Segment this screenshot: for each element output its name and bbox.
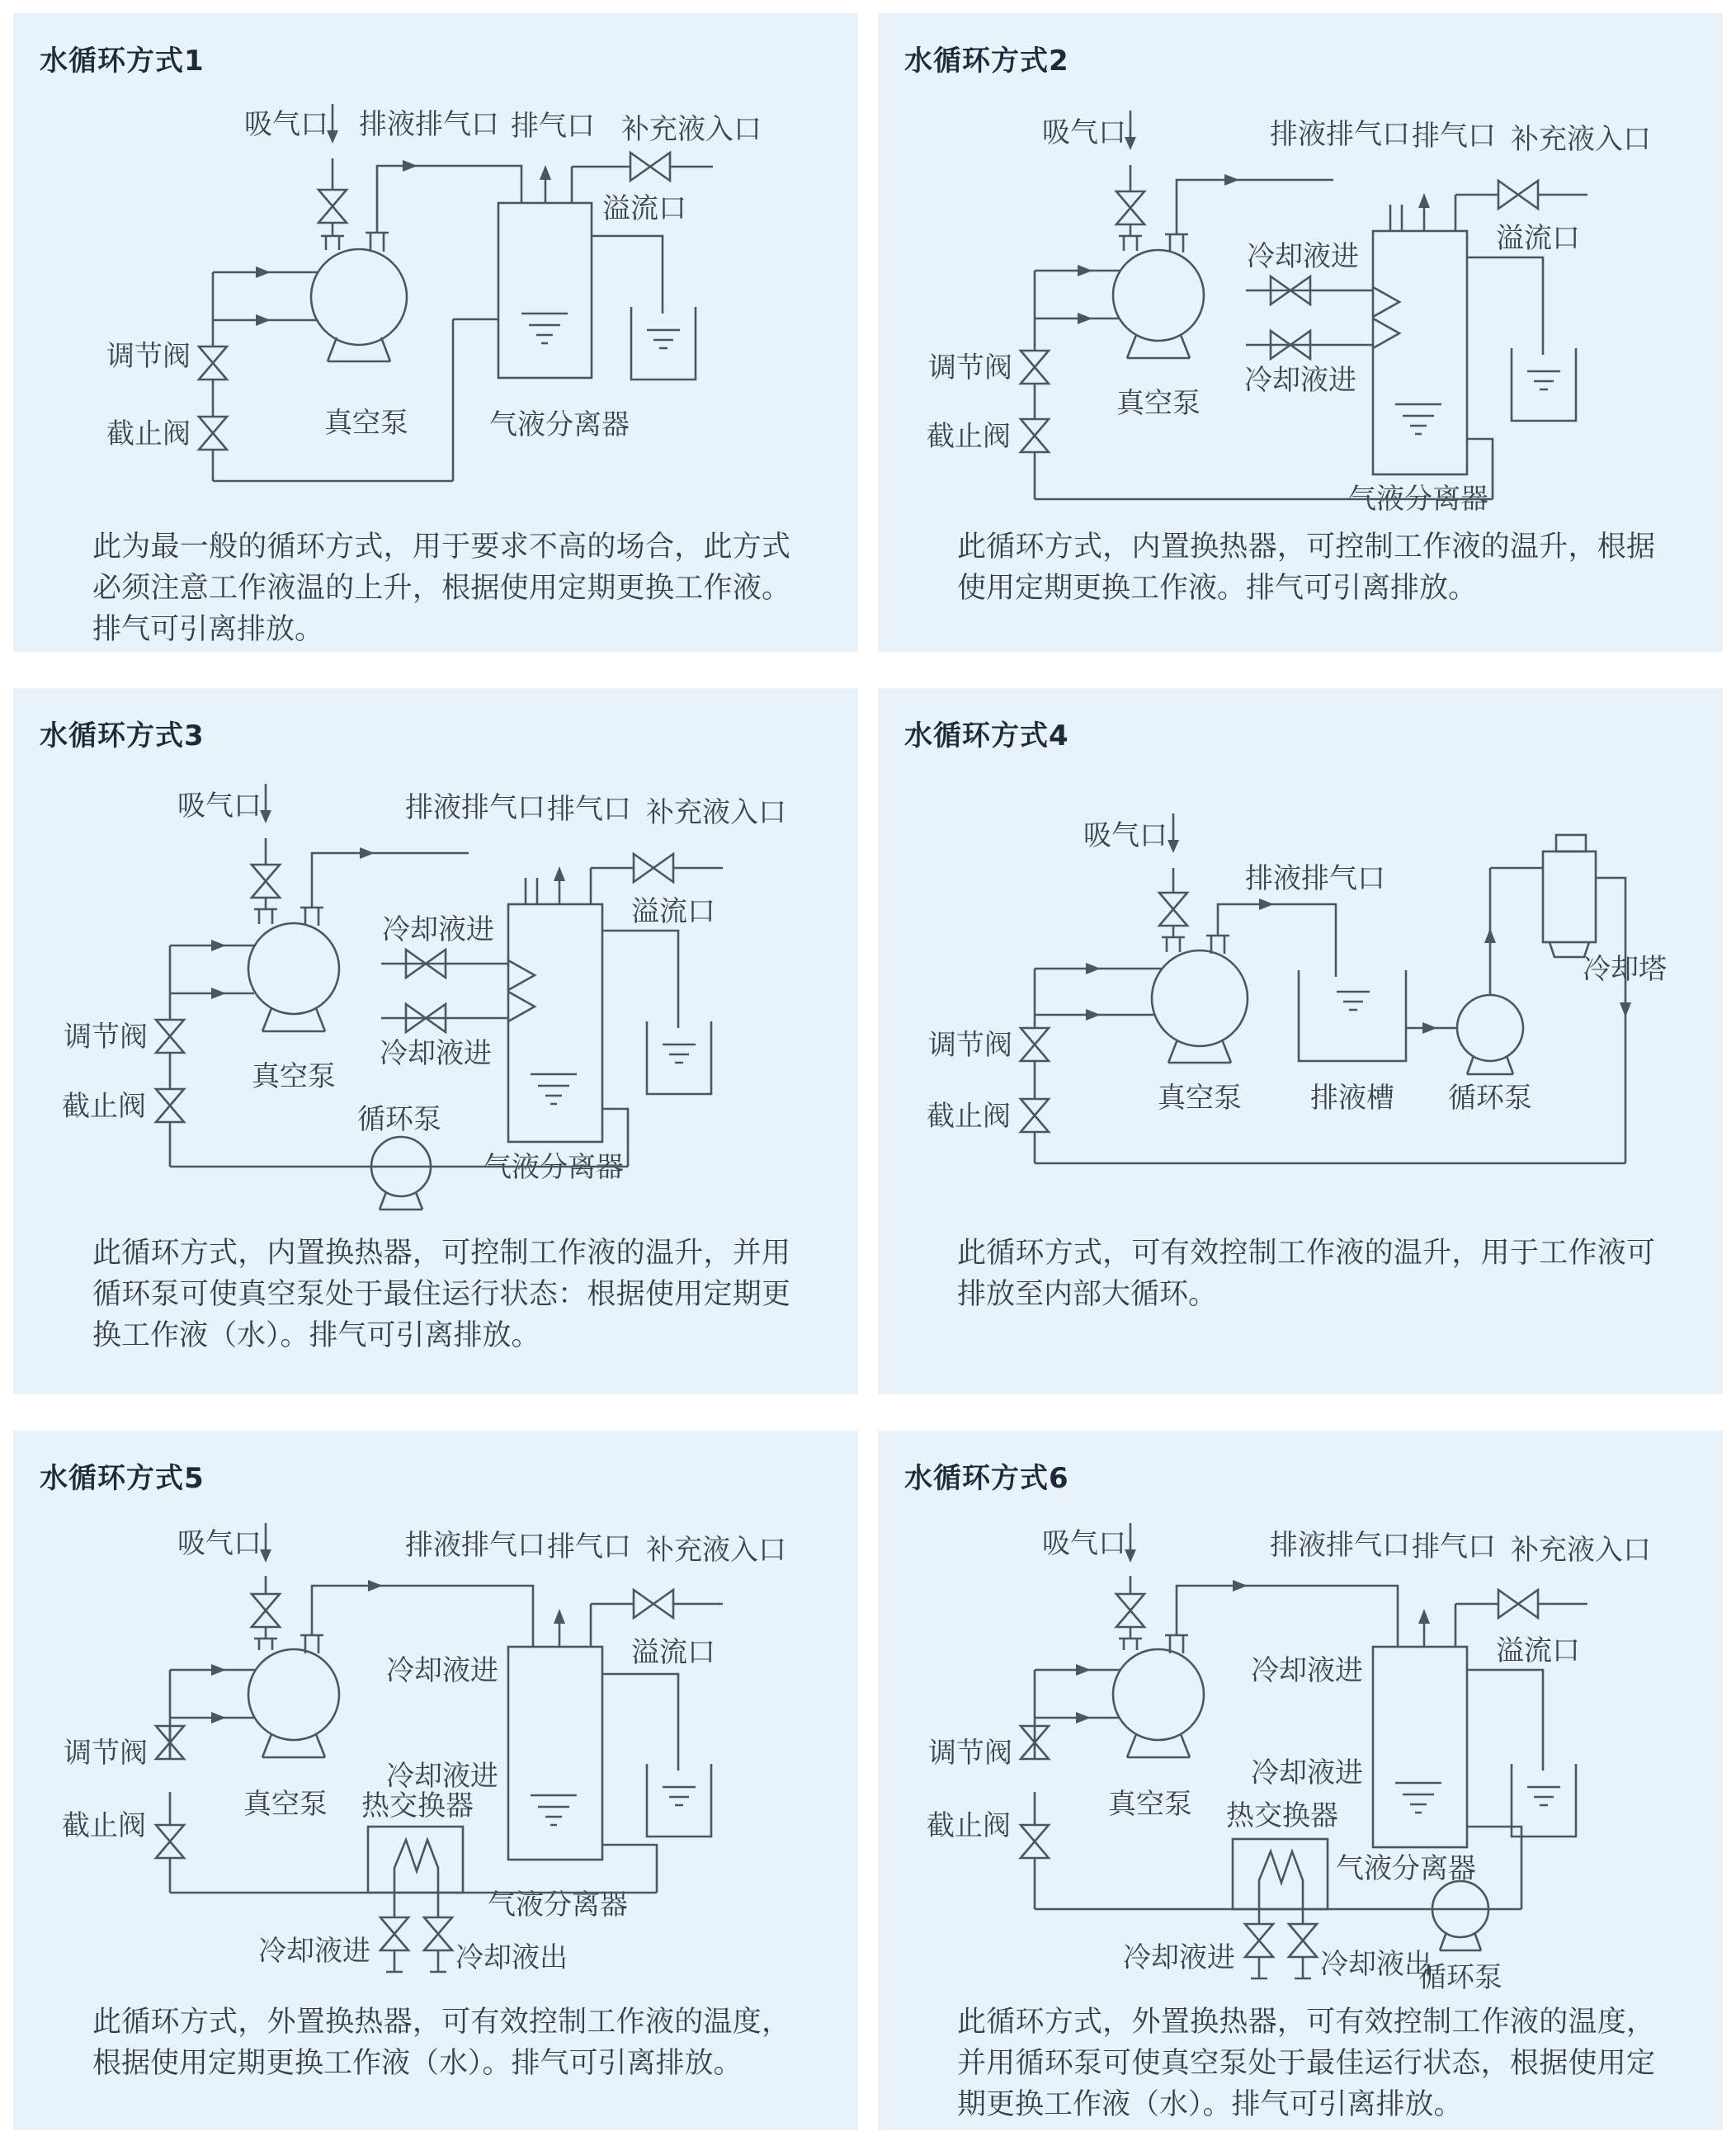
drain-exhaust-port-label: 排液排气口	[1270, 118, 1410, 151]
piping	[1021, 1576, 1587, 1909]
flow-arrow-icon	[1086, 1009, 1101, 1021]
coolant-in-upper-label: 冷却液进	[1251, 1654, 1363, 1687]
overflow-pipe	[602, 931, 678, 1028]
suction-flow-arrow-icon	[260, 784, 271, 823]
makeup-valve-symbol	[634, 854, 673, 882]
vacuum-pump-label: 真空泵	[324, 407, 408, 440]
suction-port-label: 吸气口	[244, 108, 328, 141]
suction-port-label: 吸气口	[177, 790, 262, 823]
separator-label: 气液分离器	[1336, 1852, 1476, 1885]
flow-arrow-icon	[211, 988, 226, 999]
suction-port-label: 吸气口	[177, 1527, 262, 1560]
separator-label: 气液分离器	[488, 1889, 628, 1922]
separator-symbol	[498, 203, 592, 378]
exhaust-arrow-icon	[540, 165, 551, 180]
flow-arrow-icon	[256, 314, 271, 326]
schematic-diagram-6	[878, 1505, 1723, 2000]
panel-description: 此循环方式，内置换热器，可控制工作液的温升，根据使用定期更换工作液。排气可引离排放。	[957, 530, 1655, 605]
panel-water-circulation-5	[13, 1431, 858, 2130]
liquid-level-icon	[1395, 1783, 1441, 1813]
panel-description: 此循环方式，内置换热器，可控制工作液的温升，并用循环泵可使真空泵处于最住运行状态：根据使用定期更换工作液（水）。排气可引离排放。	[92, 1237, 790, 1352]
flow-arrow-icon	[211, 940, 226, 951]
coolant-in-lower-label: 冷却液进	[380, 1037, 492, 1070]
coolant-in-upper-label: 冷却液进	[1247, 240, 1359, 273]
suction-flow-arrow-icon	[260, 1523, 271, 1563]
exhaust-arrow-icon	[554, 866, 565, 881]
exhaust-port-label: 排气口	[1412, 120, 1496, 153]
heat-exchanger-label: 热交换器	[1226, 1799, 1338, 1832]
circulation-pump-label: 循环泵	[1448, 1082, 1532, 1115]
liquid-level-icon	[1337, 992, 1370, 1010]
overflow-pipe	[1467, 257, 1543, 355]
suction-valve-symbol	[1116, 1594, 1144, 1627]
separator-label: 气液分离器	[484, 1151, 624, 1184]
panel-water-circulation-2	[878, 13, 1723, 652]
exhaust-arrow-icon	[1418, 193, 1430, 208]
panel-description: 此循环方式，外置换热器，可有效控制工作液的温度，根据使用定期更换工作液（水）。排气可引离排放。	[92, 2006, 790, 2080]
panel-water-circulation-3	[13, 688, 858, 1394]
panel-title: 水循环方式6	[904, 1462, 1069, 1495]
regulating-valve-symbol	[199, 347, 227, 380]
up-arrow-icon	[1484, 928, 1496, 943]
flow-arrow-icon	[211, 1712, 226, 1724]
piping	[1021, 868, 1631, 1163]
regulating-valve-label: 调节阀	[928, 1029, 1012, 1062]
circulation-pump-symbol	[371, 1137, 431, 1210]
regulating-valve-label: 调节阀	[928, 351, 1012, 384]
liquid-level-icon	[531, 1074, 577, 1104]
makeup-inlet-label: 补充液入口	[621, 113, 762, 146]
panel-title: 水循环方式3	[40, 719, 205, 752]
circulation-pump-symbol	[1457, 995, 1523, 1074]
exhaust-arrow-icon	[1418, 1609, 1430, 1624]
flow-arrow-icon	[211, 1664, 226, 1676]
makeup-inlet-label: 补充液入口	[1511, 1534, 1651, 1567]
vacuum-pump-symbol	[1113, 1649, 1204, 1757]
liquid-level-icon	[1527, 1787, 1560, 1805]
regulating-valve-label: 调节阀	[928, 1737, 1012, 1770]
panel-water-circulation-6	[878, 1431, 1723, 2130]
overflow-tank-symbol	[1512, 348, 1576, 421]
separator-inlet-stub	[1390, 205, 1402, 231]
suction-valve-symbol	[252, 1594, 280, 1627]
panel-water-circulation-4	[878, 688, 1723, 1394]
panel-description: 此循环方式，可有效控制工作液的温升，用于工作液可排放至内部大循环。	[957, 1237, 1655, 1311]
regulating-valve-symbol	[1021, 351, 1049, 384]
panel-description: 此循环方式，外置换热器，可有效控制工作液的温度，并用循环泵可使真空泵处于最佳运行状态，根据使用定期更换工作液（水）。排气可引离排放。	[957, 2006, 1655, 2121]
stop-valve-symbol	[1021, 419, 1049, 452]
overflow-pipe	[592, 236, 663, 314]
coolant-valve-symbol	[1289, 1924, 1317, 1957]
coolant-in-upper-label: 冷却液进	[386, 1654, 498, 1687]
makeup-inlet-label: 补充液入口	[646, 1534, 786, 1567]
vacuum-pump-label: 真空泵	[243, 1788, 328, 1821]
stop-valve-symbol	[156, 1089, 184, 1122]
overflow-tank-symbol	[647, 1764, 711, 1837]
overflow-port-label: 溢流口	[631, 1636, 715, 1669]
panel-title: 水循环方式1	[40, 45, 205, 78]
flow-arrow-icon	[403, 160, 417, 172]
down-arrow-icon	[1620, 1002, 1631, 1017]
exhaust-port-label: 排气口	[547, 1530, 631, 1563]
drain-tank-label: 排液槽	[1310, 1082, 1394, 1115]
separator-symbol	[1373, 1647, 1467, 1847]
makeup-inlet-label: 补充液入口	[1511, 123, 1651, 156]
coolant-in-bottom-label: 冷却液进	[258, 1935, 370, 1968]
overflow-tank-symbol	[631, 307, 696, 380]
drain-exhaust-port-label: 排液排气口	[359, 108, 499, 141]
separator-symbol	[508, 1647, 602, 1860]
panel-water-circulation-1	[13, 13, 858, 652]
panel-description: 此为最一般的循环方式，用于要求不高的场合，此方式必须注意工作液温的上升，根据使用定期更换工作液。排气可引离排放。	[92, 530, 790, 646]
stop-valve-symbol	[199, 417, 227, 450]
schematic-diagram-2	[878, 83, 1723, 520]
vacuum-pump-symbol	[248, 923, 339, 1031]
suction-flow-arrow-icon	[1168, 813, 1179, 853]
flow-arrow-icon	[1076, 1664, 1091, 1676]
separator-label: 气液分离器	[1348, 483, 1488, 516]
vacuum-pump-label: 真空泵	[1108, 1788, 1192, 1821]
drain-tank-symbol	[1299, 970, 1406, 1061]
vacuum-pump-label: 真空泵	[1158, 1082, 1242, 1115]
suction-valve-symbol	[1116, 191, 1144, 224]
drain-exhaust-port-label: 排液排气口	[405, 791, 545, 824]
vacuum-pump-symbol	[1113, 250, 1204, 358]
exhaust-arrow-icon	[554, 1609, 565, 1624]
circulation-pump-symbol	[1432, 1881, 1488, 1950]
liquid-level-icon	[1395, 404, 1441, 434]
liquid-level-icon	[647, 330, 680, 348]
stop-valve-symbol	[1021, 1099, 1049, 1132]
makeup-valve-symbol	[634, 1590, 673, 1618]
exhaust-port-label: 排气口	[511, 110, 595, 143]
liquid-level-icon	[1527, 371, 1560, 389]
suction-flow-arrow-icon	[327, 104, 338, 144]
stop-valve-label: 截止阀	[106, 417, 191, 450]
suction-flow-arrow-icon	[1125, 111, 1136, 150]
coolant-valve-symbol	[1245, 1924, 1273, 1957]
separator-symbol	[508, 904, 602, 1142]
separator-symbol	[1373, 231, 1467, 474]
stop-valve-label: 截止阀	[62, 1090, 146, 1123]
circulation-pump-label: 循环泵	[357, 1103, 441, 1136]
coolant-out-label: 冷却液出	[455, 1941, 568, 1974]
stop-valve-label: 截止阀	[927, 420, 1011, 453]
suction-port-label: 吸气口	[1083, 819, 1168, 852]
flow-arrow-icon	[1086, 963, 1101, 974]
schematic-diagram-1	[13, 83, 858, 520]
flow-arrow-icon	[360, 847, 375, 859]
port-labels	[927, 819, 1667, 1133]
suction-port-label: 吸气口	[1042, 116, 1126, 149]
vacuum-pump-label: 真空泵	[1116, 387, 1201, 420]
drain-exhaust-port-label: 排液排气口	[1270, 1529, 1410, 1562]
piping	[1021, 165, 1587, 499]
separator-inlet-stub	[526, 878, 537, 904]
regulating-valve-label: 调节阀	[64, 1737, 148, 1770]
vacuum-pump-symbol	[311, 249, 407, 361]
makeup-valve-symbol	[1498, 181, 1538, 209]
panel-title: 水循环方式2	[904, 45, 1069, 78]
heat-exchanger-coil	[394, 1840, 438, 1917]
separator-label: 气液分离器	[489, 408, 630, 441]
coolant-valve-symbol	[380, 1917, 408, 1950]
overflow-port-label: 溢流口	[1496, 1634, 1580, 1667]
regulating-valve-label: 调节阀	[106, 340, 191, 373]
overflow-port-label: 溢流口	[631, 895, 715, 928]
suction-valve-symbol	[1159, 893, 1187, 926]
vacuum-pump-label: 真空泵	[252, 1060, 336, 1093]
makeup-valve-symbol	[630, 153, 670, 181]
exhaust-port-label: 排气口	[1412, 1530, 1496, 1563]
stop-valve-label: 截止阀	[927, 1100, 1011, 1133]
flow-arrow-icon	[1233, 1580, 1248, 1591]
makeup-valve-symbol	[1498, 1590, 1538, 1618]
exhaust-port-label: 排气口	[547, 793, 631, 826]
heat-exchanger-symbol	[1233, 1839, 1328, 1978]
stop-valve-symbol	[1021, 1825, 1049, 1858]
flow-arrow-icon	[1078, 265, 1092, 276]
vacuum-pump-symbol	[248, 1649, 339, 1757]
suction-port-label: 吸气口	[1042, 1527, 1126, 1560]
flow-arrow-icon	[1422, 1022, 1437, 1034]
piping	[156, 1576, 723, 1893]
panel-title: 水循环方式4	[904, 719, 1069, 752]
stop-valve-label: 截止阀	[62, 1809, 146, 1842]
cooling-tower-symbol	[1543, 835, 1596, 957]
circulation-methods-grid	[13, 13, 1723, 2130]
suction-flow-arrow-icon	[1125, 1523, 1136, 1563]
overflow-port-label: 溢流口	[1496, 222, 1580, 255]
regulating-valve-symbol	[156, 1020, 184, 1053]
internal-heat-exchanger-icon	[1373, 287, 1399, 348]
heat-exchanger-label: 热交换器	[361, 1790, 474, 1823]
panel-title: 水循环方式5	[40, 1462, 205, 1495]
flow-arrow-icon	[368, 1580, 383, 1591]
overflow-pipe	[1467, 1670, 1543, 1771]
suction-valve-symbol	[252, 865, 280, 898]
schematic-diagram-5	[13, 1505, 858, 2000]
suction-valve-symbol	[318, 190, 347, 223]
coolant-in-upper-label: 冷却液进	[382, 913, 494, 946]
vacuum-pump-symbol	[1152, 950, 1248, 1063]
liquid-level-icon	[531, 1795, 577, 1825]
regulating-valve-symbol	[1021, 1028, 1049, 1061]
coolant-out-label: 冷却液出	[1320, 1948, 1432, 1981]
overflow-port-label: 溢流口	[602, 192, 686, 225]
flow-arrow-icon	[1259, 898, 1274, 910]
schematic-diagram-3	[13, 762, 858, 1224]
circulation-pump-label: 循环泵	[1418, 1961, 1502, 1994]
flow-arrow-icon	[256, 266, 271, 278]
drain-exhaust-port-label: 排液排气口	[1245, 862, 1385, 895]
flow-arrow-icon	[1076, 1712, 1091, 1724]
regulating-valve-label: 调节阀	[64, 1021, 148, 1054]
heat-exchanger-coil	[1259, 1851, 1303, 1924]
coolant-in-mid-label: 冷却液进	[386, 1760, 498, 1793]
coolant-in-lower-label: 冷却液进	[1244, 364, 1356, 397]
internal-heat-exchanger-icon	[508, 960, 535, 1021]
heat-exchanger-symbol	[368, 1827, 463, 1972]
makeup-inlet-label: 补充液入口	[646, 796, 786, 829]
flow-arrow-icon	[1224, 174, 1239, 186]
coolant-valve-symbol	[424, 1917, 452, 1950]
liquid-level-icon	[663, 1787, 696, 1805]
overflow-tank-symbol	[647, 1021, 711, 1094]
drain-exhaust-port-label: 排液排气口	[405, 1529, 545, 1562]
liquid-level-icon	[521, 314, 568, 343]
liquid-level-icon	[663, 1044, 696, 1063]
stop-valve-symbol	[156, 1825, 184, 1858]
schematic-diagram-4	[878, 762, 1723, 1224]
flow-arrow-icon	[1078, 313, 1092, 324]
coolant-in-mid-label: 冷却液进	[1251, 1757, 1363, 1790]
cooling-tower-label: 冷却塔	[1583, 953, 1667, 986]
overflow-pipe	[602, 1674, 678, 1771]
stop-valve-label: 截止阀	[927, 1809, 1011, 1842]
coolant-in-bottom-label: 冷却液进	[1123, 1941, 1235, 1974]
